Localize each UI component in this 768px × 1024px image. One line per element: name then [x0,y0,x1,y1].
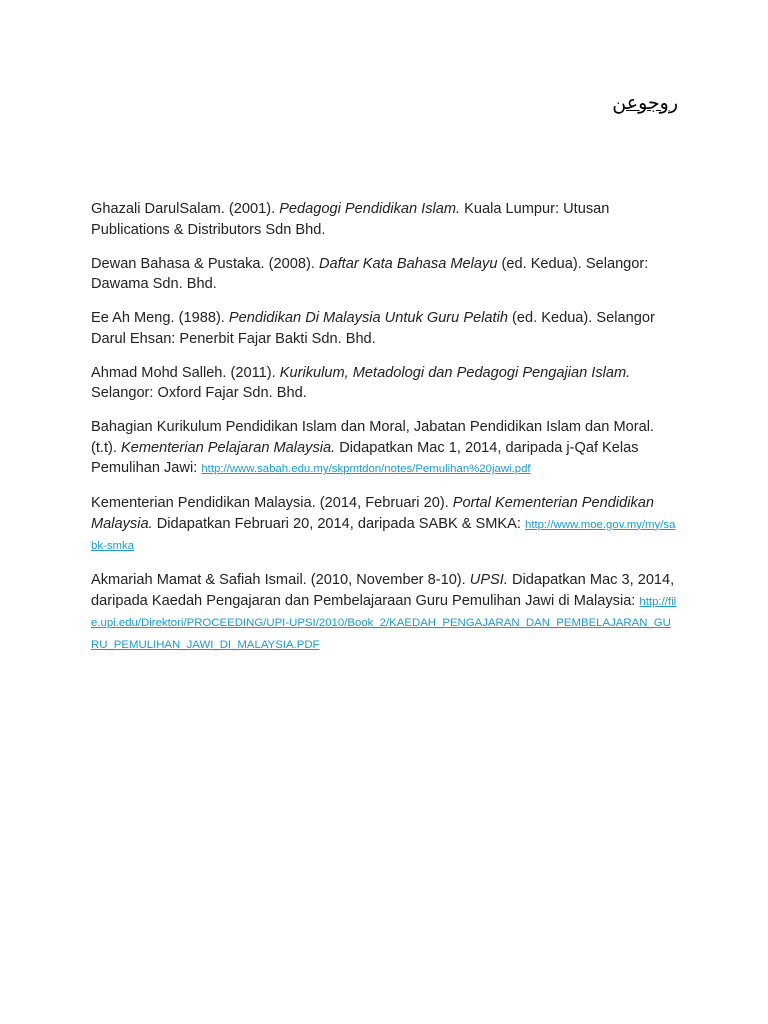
reference-publisher: Kuala Lumpur: Utusan Publications & Distributors Sdn Bhd. [91,201,610,238]
reference-entry [91,417,679,480]
reference-title: Pedagogi Pendidikan Islam. [279,201,461,217]
reference-title: Daftar Kata Bahasa Melayu [318,255,498,272]
reference-authors-date: Ghazali DarulSalam. (2001). [91,201,280,217]
reference-authors-date: Kementerian Pendidikan Malaysia. (2014, Februari 20). [91,495,453,511]
reference-entry [91,493,679,557]
reference-link[interactable]: http://file.upi.edu/Direktori/PROCEEDING/UPI-UPSI/2010/Book_2/KAEDAH_PENGAJARAN_DAN_PEMBELAJARAN_GURU_PEMULIHAN_JAWI_DI_MALAYSIA.PDF [91,595,677,651]
reference-title: Portal Kementerian Pendidikan Malaysia. [91,495,654,532]
reference-publisher: Selangor: Oxford Fajar Sdn. Bhd. [91,385,307,401]
reference-entry [91,199,679,240]
reference-publisher: Didapatkan Februari 20, 2014, daripada SABK & SMKA: [152,515,525,532]
reference-authors-date: Dewan Bahasa & Pustaka. (2008). [91,255,319,272]
reference-authors-date: Akmariah Mamat & Safiah Ismail. (2010, November 8-10). [91,572,470,588]
reference-publisher: (ed. Kedua). Selangor: Dawama Sdn. Bhd. [91,255,649,292]
reference-list [91,199,679,669]
references-heading: روجوعن [612,92,678,114]
reference-publisher: Didapatkan Mac 3, 2014, daripada Kaedah Pengajaran dan Pembelajaraan Guru Pemulihan Jawi di Malaysia: [91,572,675,609]
reference-entry [91,254,679,295]
reference-publisher: (ed. Kedua). Selangor Darul Ehsan: Penerbit Fajar Bakti Sdn. Bhd. [91,310,655,347]
reference-title: Kementerian Pelajaran Malaysia. [121,439,336,456]
reference-link[interactable]: http://www.moe.gov.my/my/sabk-smka [91,518,676,552]
reference-title: Pendidikan Di Malaysia Untuk Guru Pelatih [228,310,508,326]
reference-authors-date: Ee Ah Meng. (1988). [91,310,229,326]
reference-title: UPSI. [469,572,508,588]
reference-entry [91,363,679,404]
reference-entry [91,570,679,655]
reference-authors-date: Ahmad Mohd Salleh. (2011). [91,364,280,381]
reference-authors-date: Bahagian Kurikulum Pendidikan Islam dan Moral, Jabatan Pendidikan Islam dan Moral. (t.t). [91,419,654,456]
reference-publisher: Didapatkan Mac 1, 2014, daripada j-Qaf Kelas Pemulihan Jawi: [91,439,639,476]
reference-title: Kurikulum, Metadologi dan Pedagogi Pengajian Islam. [279,364,631,381]
reference-link[interactable]: http://www.sabah.edu.my/skpmtdon/notes/Pemulihan%20jawi.pdf [201,463,531,475]
reference-entry [91,308,679,349]
